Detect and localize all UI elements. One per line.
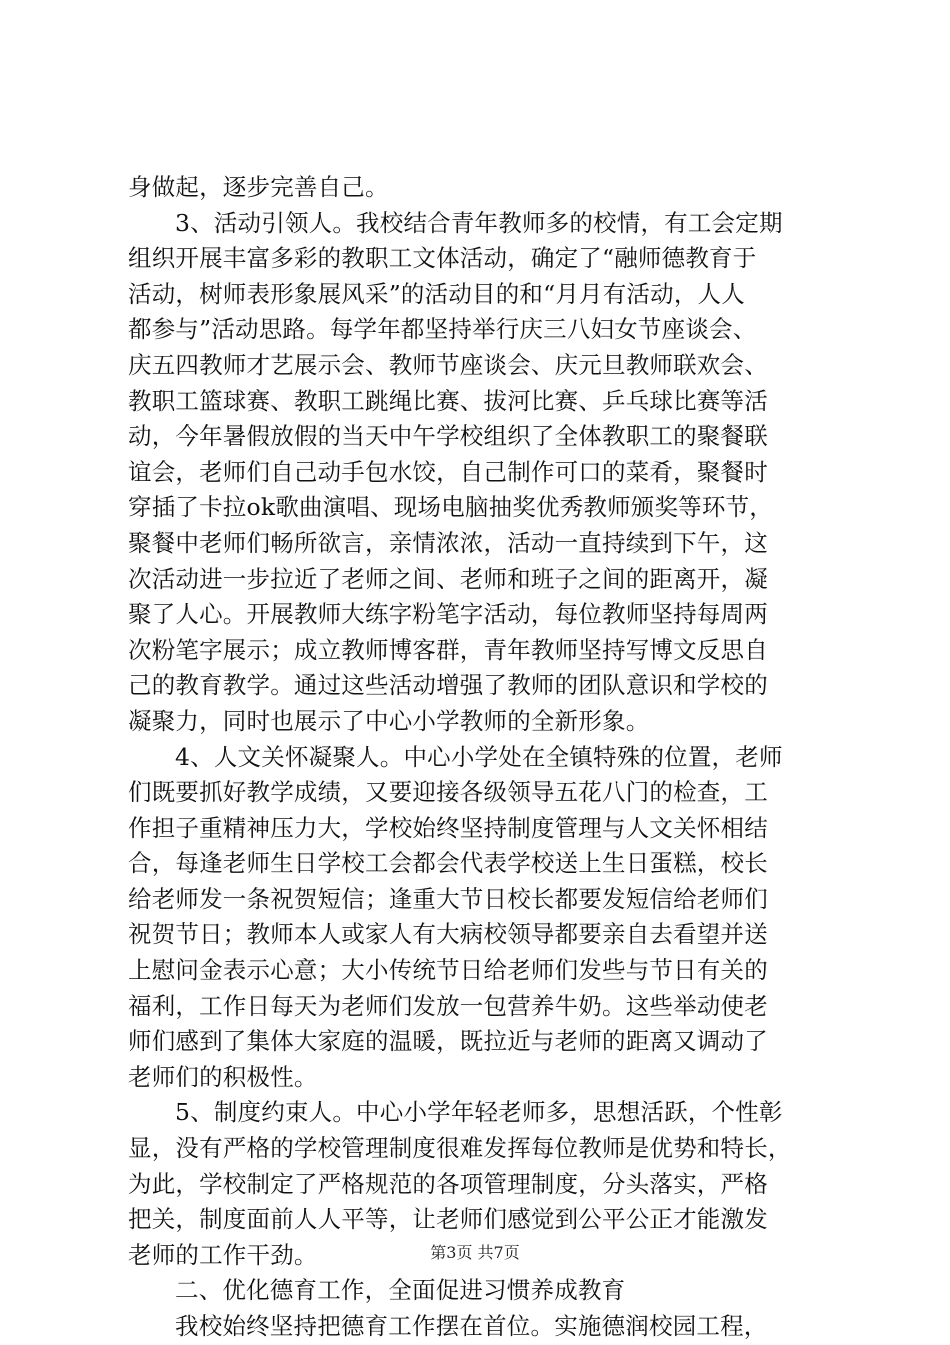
text-line: 们既要抓好教学成绩，又要迎接各级领导五花八门的检查，工 <box>128 778 768 807</box>
text-line: 教职工篮球赛、教职工跳绳比赛、拔河比赛、乒乓球比赛等活 <box>128 386 768 415</box>
text-line: 二、优化德育工作，全面促进习惯养成教育 <box>175 1276 626 1305</box>
text-line: 上慰问金表示心意；大小传统节日给老师们发些与节日有关的 <box>128 956 768 985</box>
text-line: 聚餐中老师们畅所欲言，亲情浓浓，活动一直持续到下午，这 <box>128 528 768 557</box>
text-line: 聚了人心。开展教师大练字粉笔字活动，每位教师坚持每周两 <box>128 600 768 629</box>
text-line: 福利，工作日每天为老师们发放一包营养牛奶。这些举动使老 <box>128 991 768 1020</box>
text-line: 5、制度约束人。中心小学年轻老师多，思想活跃，个性彰 <box>175 1098 783 1127</box>
text-line: 把关，制度面前人人平等，让老师们感觉到公平公正才能激发 <box>128 1205 768 1234</box>
text-line: 师们感到了集体大家庭的温暖，既拉近与老师的距离又调动了 <box>128 1027 768 1056</box>
text-line: 组织开展丰富多彩的教职工文体活动，确定了“融师德教育于 <box>128 244 757 273</box>
text-line: 身做起，逐步完善自己。 <box>128 173 389 201</box>
text-line: 显，没有严格的学校管理制度很难发挥每位教师是优势和特长， <box>128 1134 792 1163</box>
text-line: 为此，学校制定了严格规范的各项管理制度，分头落实，严格 <box>128 1169 768 1198</box>
text-line: 庆五四教师才艺展示会、教师节座谈会、庆元旦教师联欢会、 <box>128 350 768 379</box>
text-line: 老师们的积极性。 <box>128 1062 318 1091</box>
text-line: 谊会，老师们自己动手包水饺，自己制作可口的菜肴，聚餐时 <box>128 457 768 486</box>
text-line: 动，今年暑假放假的当天中午学校组织了全体教职工的聚餐联 <box>128 422 768 451</box>
text-line: 老师的工作干劲。 <box>128 1240 318 1269</box>
text-line: 穿插了卡拉ok歌曲演唱、现场电脑抽奖优秀教师颁奖等环节， <box>128 493 773 522</box>
text-line: 凝聚力，同时也展示了中心小学教师的全新形象。 <box>128 706 650 735</box>
text-line: 次粉笔字展示；成立教师博客群，青年教师坚持写博文反思自 <box>128 635 768 664</box>
text-line: 次活动进一步拉近了老师之间、老师和班子之间的距离开，凝 <box>128 564 768 593</box>
text-line: 我校始终坚持把德育工作摆在首位。实施德润校园工程， <box>175 1312 768 1340</box>
text-line: 祝贺节日；教师本人或家人有大病校领导都要亲自去看望并送 <box>128 920 768 949</box>
text-line: 作担子重精神压力大，学校始终坚持制度管理与人文关怀相结 <box>128 813 768 842</box>
page-footer: 第3页 共7页 <box>430 1243 520 1262</box>
text-line: 合，每逢老师生日学校工会都会代表学校送上生日蛋糕，校长 <box>128 849 768 878</box>
text-line: 活动，树师表形象展风采”的活动目的和“月月有活动，人人 <box>128 279 745 308</box>
text-line: 4、人文关怀凝聚人。中心小学处在全镇特殊的位置，老师 <box>175 742 783 771</box>
text-line: 给老师发一条祝贺短信；逢重大节日校长都要发短信给老师们 <box>128 884 768 913</box>
text-line: 3、活动引领人。我校结合青年教师多的校情，有工会定期 <box>175 208 783 237</box>
text-line: 都参与”活动思路。每学年都坚持举行庆三八妇女节座谈会、 <box>128 315 757 344</box>
text-line: 己的教育教学。通过这些活动增强了教师的团队意识和学校的 <box>128 671 768 700</box>
document-body <box>128 170 828 1345</box>
